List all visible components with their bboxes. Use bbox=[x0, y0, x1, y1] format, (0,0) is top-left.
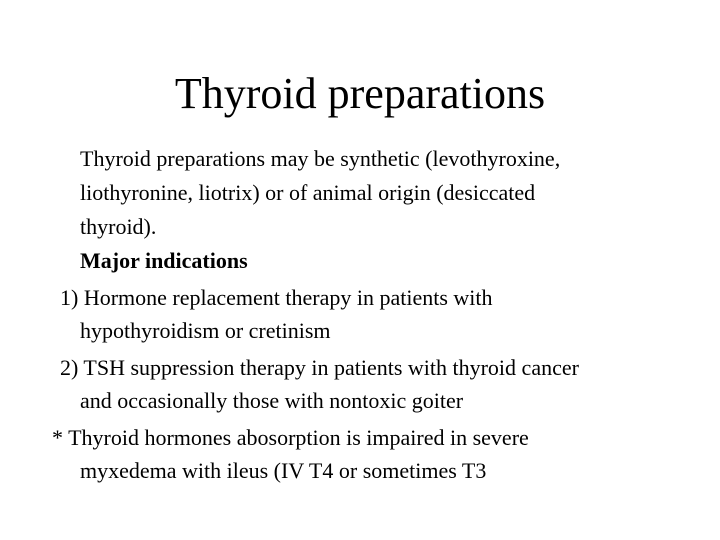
indication-2-line-1: 2) TSH suppression therapy in patients with thyroid cancer bbox=[60, 355, 579, 380]
intro-line-3: thyroid). bbox=[80, 214, 157, 239]
note-line-2: myxedema with ileus (IV T4 or sometimes T3 bbox=[80, 458, 487, 483]
indications-heading: Major indications bbox=[80, 248, 248, 273]
indication-1-line-2: hypothyroidism or cretinism bbox=[80, 318, 331, 343]
intro-line-1: Thyroid preparations may be synthetic (levothyroxine, bbox=[80, 146, 561, 171]
slide-title: Thyroid preparations bbox=[174, 69, 546, 118]
indication-2-line-2: and occasionally those with nontoxic goiter bbox=[80, 388, 464, 413]
intro-line-2: liothyronine, liotrix) or of animal origin (desiccated bbox=[80, 180, 536, 205]
note-line-1: * Thyroid hormones abosorption is impaired in severe bbox=[52, 425, 529, 450]
indication-1-line-1: 1) Hormone replacement therapy in patients with bbox=[60, 285, 493, 310]
